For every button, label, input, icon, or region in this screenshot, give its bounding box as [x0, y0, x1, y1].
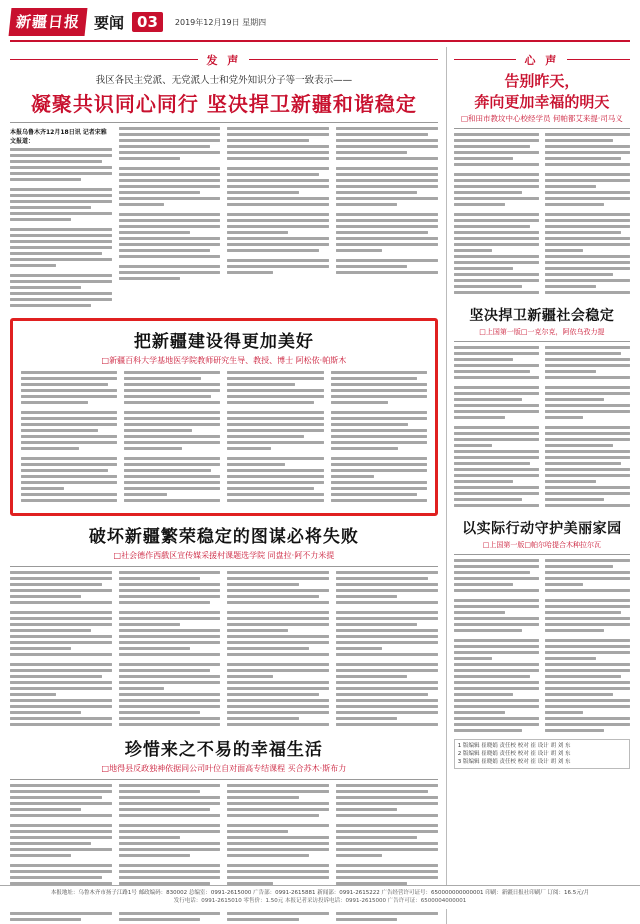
text-column — [454, 559, 539, 735]
text-column — [227, 571, 329, 729]
article-columns — [21, 371, 427, 505]
article-title: 把新疆建设得更加美好 — [133, 332, 314, 352]
imprint-line: 2 版编辑 崔晓娟 责任校 校对 崔 设计 胡 刘 东 — [457, 750, 571, 757]
divider — [454, 128, 630, 129]
highlighted-article[interactable] — [10, 318, 438, 516]
divider — [454, 341, 630, 342]
page-body — [10, 47, 630, 924]
article-title: 以实际行动守护美丽家园 — [462, 520, 622, 537]
right-lead-columns — [454, 133, 630, 297]
article-subtitle: □社会德作西戲区宣传媒采援村课题选学院 同盘拉·阿不力米提 — [113, 551, 335, 560]
byline: 本报乌鲁木齐12月18日讯 记者宋雅文报道： — [10, 129, 107, 145]
text-column — [124, 371, 220, 505]
right-headline-line2: 奔向更加幸福的明天 — [474, 92, 610, 111]
divider — [454, 554, 630, 555]
text-column — [336, 127, 438, 310]
right-article-block[interactable] — [454, 305, 630, 510]
text-column — [545, 133, 630, 297]
divider — [10, 566, 438, 567]
article-columns — [454, 346, 630, 510]
footer-line-1: 本报地址：乌鲁木齐市扬子江路1号 邮政编码：830002 总编室：0991-2615000 广告部：0991-2615881 新闻部：0991-2615222 广告经营许可证号：650000000000001 印刷：新疆日报社印刷厂 订阅：16.5元/月 — [50, 889, 590, 896]
right-zone — [446, 47, 630, 924]
right-headline-subtitle: □和田市教坟中心校经学员 何帕都艾来提·司马义 — [460, 113, 623, 123]
kicker-text: 我区各民主党派、无党派人士和党外知识分子等一致表示—— — [95, 75, 353, 86]
article-subtitle: □上国第一版□帕尔哈提合木种拉尔瓦 — [482, 540, 601, 549]
imprint-box — [454, 739, 630, 770]
text-column — [10, 127, 112, 310]
article-title: 珍惜来之不易的幸福生活 — [124, 740, 323, 760]
text-column — [10, 571, 112, 729]
text-column — [119, 127, 221, 310]
text-column — [331, 371, 427, 505]
issue-date: 2019年12月19日 星期四 — [174, 17, 267, 27]
text-column — [454, 133, 539, 297]
footer-line-2: 发行电话：0991-2615010 零售价：1.50元 本报记者采访投诉电话：0991-2615000 广告许可证：6500004000001 — [173, 897, 467, 904]
text-column — [119, 571, 221, 729]
text-column — [545, 559, 630, 735]
article-title: 破坏新疆繁荣稳定的图谋必将失败 — [88, 527, 359, 547]
page-number-badge: 03 — [132, 12, 163, 32]
banner-label: 心 声 — [516, 52, 567, 68]
divider — [10, 122, 438, 123]
article-block[interactable] — [10, 522, 438, 729]
imprint-line: 3 版编辑 崔晓娟 责任校 校对 崔 设计 胡 刘 东 — [457, 759, 571, 765]
article-columns — [10, 571, 438, 729]
text-column — [336, 571, 438, 729]
banner-label: 发 声 — [198, 52, 249, 68]
banner-fasheng — [10, 49, 438, 68]
right-article-block[interactable] — [454, 518, 630, 735]
newspaper-logo: 新疆日报 — [9, 8, 88, 36]
divider — [10, 779, 438, 780]
text-column — [227, 127, 329, 310]
left-zone — [10, 47, 438, 924]
article-title: 坚决捍卫新疆社会稳定 — [469, 307, 615, 324]
text-column — [545, 346, 630, 510]
text-column — [454, 346, 539, 510]
text-column — [227, 371, 323, 505]
imprint-line: 1 版编辑 崔晓娟 责任校 校对 崔 设计 胡 刘 东 — [457, 742, 571, 749]
article-subtitle: □地得县反政独神依据同公司叶位自对面高专结课程 买合苏木·斯布力 — [101, 764, 347, 773]
page-footer — [0, 885, 640, 910]
lead-article-columns — [10, 127, 438, 310]
right-headline-line1: 告别昨天， — [504, 72, 580, 90]
text-column — [21, 371, 117, 505]
main-headline: 凝聚共识同心同行 坚决捍卫新疆和谐稳定 — [30, 92, 417, 116]
article-subtitle: □新疆百科大学基地医学院教师研究生导、教授、博士 阿松依·帕斯木 — [101, 356, 347, 365]
banner-xinsheng — [454, 49, 630, 68]
article-subtitle: □上国第一版□一克尔克，阿依乌孜力提 — [479, 327, 605, 336]
masthead — [10, 6, 630, 42]
section-title: 要闻 — [94, 13, 125, 32]
article-columns — [454, 559, 630, 735]
